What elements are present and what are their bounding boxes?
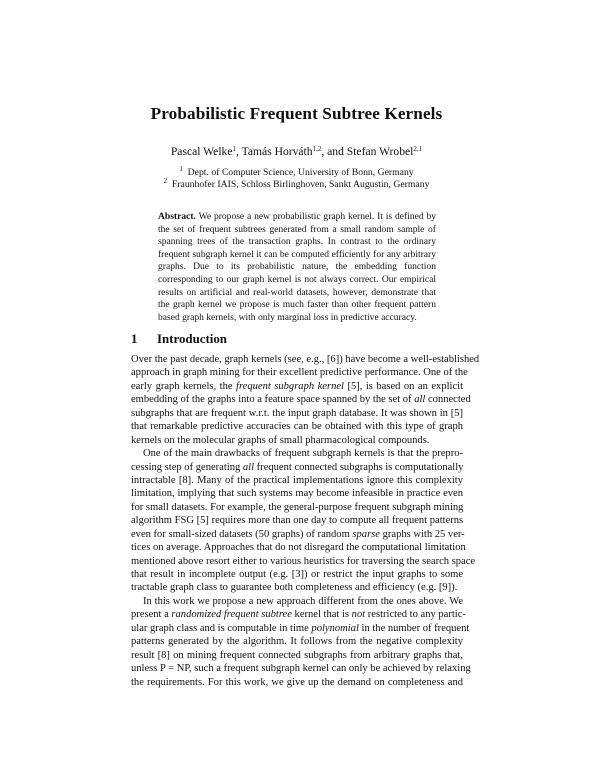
text-run: subgraphs that are frequent w.r.t. the input graph database. It was shown in [5] (131, 407, 463, 419)
body-text-line (131, 380, 463, 393)
text-run: ular graph class and is computable in time (131, 622, 312, 634)
text-run: unless P = NP, such a frequent subgraph kernel can only be achieved by relaxing (131, 663, 471, 675)
emphasized-text: frequent subgraph kernel (236, 380, 344, 392)
text-run: early graph kernels, the (131, 380, 237, 392)
body-text-line (131, 622, 470, 635)
text-run: for small datasets. For example, the general-purpose frequent subgraph mining (131, 501, 464, 513)
text-run: tractable graph class to guarantee both completeness and efficiency (e.g. [9]). (131, 582, 458, 594)
text-run: cessing step of generating (131, 461, 243, 473)
body-text-line (131, 528, 463, 541)
affiliation (0, 167, 593, 178)
text-run: kernel that is (291, 609, 352, 621)
text-run: frequent connected subgraphs is computationally (254, 461, 464, 473)
text-run: mentioned above resort either to various heuristics for traversing the search space (131, 555, 476, 567)
body-text-line (131, 541, 466, 554)
author-affiliation-marker: 1 (232, 145, 236, 153)
section-heading (131, 332, 227, 347)
author-separator: , and (321, 145, 347, 158)
emphasized-text: all (414, 394, 426, 406)
author-affiliation-marker: 1,2 (312, 145, 322, 153)
section-body (131, 353, 480, 689)
text-run: intractable [8]. Many of the practical implementations ignore this complexity (131, 474, 463, 486)
text-run: that remarkable predictive accuracies can be obtained with this type of graph (131, 421, 463, 433)
body-text-line (131, 649, 463, 662)
text-run: One of the main drawbacks of frequent subgraph kernels is that the prepro- (143, 448, 463, 460)
text-run: tices on average. Approaches that do not disregard the computational limitation (131, 542, 466, 554)
paper-title: Probabilistic Frequent Subtree Kernels (150, 104, 443, 123)
affiliation-marker: 1 (179, 165, 183, 173)
author-name: Pascal Welke (170, 145, 233, 158)
text-run: Over the past decade, graph kernels (see, e.g., [6]) have become a well-established (131, 354, 480, 365)
text-run: embedding of the graphs into a feature space spanned by the set of (131, 394, 415, 406)
body-text-line (131, 393, 471, 406)
abstract (158, 211, 436, 324)
author-affiliation-marker: 2,1 (413, 145, 423, 153)
text-run: patterns generated by the algorithm. It follows from the negative complexity (131, 636, 463, 648)
body-text-line (131, 662, 471, 675)
body-text-line (131, 514, 463, 527)
text-run: approach in graph mining for their excellent predictive performance. One of the (131, 367, 468, 379)
text-run: In this work we propose a new approach different from the ones above. We (143, 595, 463, 607)
text-run: that result in incomplete output (e.g. [3]) or restrict the input graphs to some (131, 569, 463, 580)
text-run: the requirements. For this work, we give up the demand on completeness and (131, 676, 463, 688)
abstract-text: We propose a new probabilistic graph kernel. It is defined by the set of frequent subtrees generated from a small random sample of spanning trees of the transaction graphs. In contrast to the ordinary frequent subgraph kernel it can be computed efficiently for any arbitrary graphs. Due to its probabilistic nature, the embedding function corresponding to our graph kernel is not always correct. Our empirical results on artificial and real-world datasets, however, demonstrate that the graph kernel we propose is much faster than other frequent pattern based graph kernels, with only marginal loss in predictive accuracy. (158, 211, 437, 323)
emphasized-text: not (351, 609, 366, 621)
emphasized-text: polynomial (311, 622, 359, 634)
text-run: [5], is based on an explicit (343, 380, 464, 392)
text-run: restricted to any partic- (365, 609, 466, 621)
body-text-line (131, 581, 463, 594)
body-text-line (131, 676, 463, 689)
emphasized-text: randomized frequent subtree (171, 609, 292, 621)
author-separator: , (236, 145, 242, 158)
text-run: connected (425, 394, 471, 406)
affiliation-marker: 2 (163, 177, 168, 185)
body-text-line (131, 608, 466, 621)
text-run: kernels on the molecular graphs of small pharmacological compounds. (131, 434, 430, 446)
body-text-line (131, 635, 463, 648)
text-run: present a (131, 609, 172, 621)
body-text-line (131, 568, 463, 581)
affiliation-text: Dept. of Computer Science, University of Bonn, Germany (187, 167, 414, 178)
body-text-line (131, 501, 463, 514)
text-run: graphs with 25 ver- (379, 528, 465, 540)
text-run: result [8] on mining frequent connected subgraphs from arbitrary graphs that, (131, 649, 463, 661)
emphasized-text: sparse (352, 528, 380, 540)
author-list (0, 145, 593, 158)
emphasized-text: all (242, 461, 255, 473)
affiliation (0, 179, 593, 190)
body-text-line (131, 595, 463, 608)
body-text-line (131, 353, 480, 366)
author-name: Stefan Wrobel (346, 145, 414, 158)
body-text-line (131, 461, 463, 474)
body-text-line (131, 474, 463, 487)
text-run: limitation, implying that such systems may become infeasible in practice even (131, 488, 463, 500)
section-number: 1 (131, 332, 138, 346)
text-run: even for small-sized datasets (50 graphs) of random (131, 528, 353, 540)
body-text-line (131, 555, 476, 568)
body-text-line (131, 420, 463, 433)
author-name: Tamás Horváth (241, 145, 313, 158)
body-text-line (131, 407, 463, 420)
body-text-line (131, 487, 463, 500)
body-text-line (131, 434, 463, 447)
text-run: in the number of frequent (358, 622, 470, 634)
affiliation-text: Fraunhofer IAIS, Schloss Birlinghoven, Sankt Augustin, Germany (171, 179, 430, 190)
body-text-line (131, 366, 468, 379)
abstract-label: Abstract. (158, 211, 196, 222)
text-run: algorithm FSG [5] requires more than one day to compute all frequent patterns (131, 515, 464, 527)
body-text-line (131, 447, 463, 460)
section-title: Introduction (157, 332, 227, 346)
